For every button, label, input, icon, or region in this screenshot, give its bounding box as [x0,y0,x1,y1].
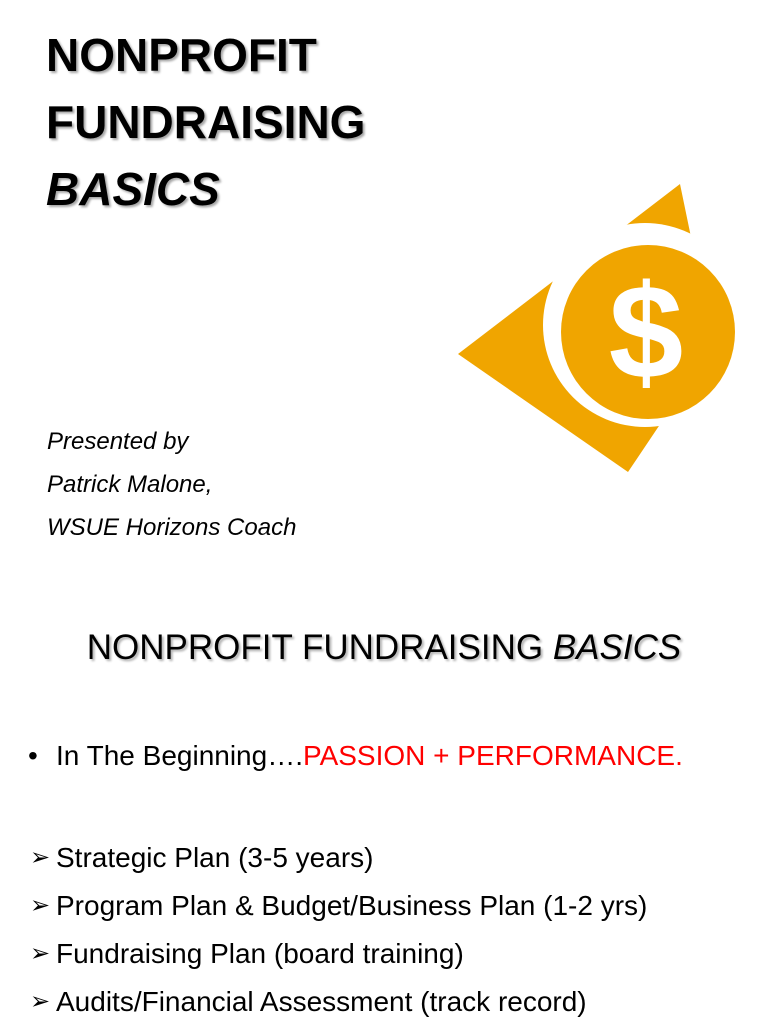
presenter-line-3: WSUE Horizons Coach [47,514,297,541]
arrow-icon: ➢ [30,844,51,871]
presenter-line-2: Patrick Malone, [47,471,213,498]
content-slide [0,590,768,1024]
presenter-block [47,420,296,549]
list-item-text: Strategic Plan (3-5 years) [56,842,374,873]
arrow-icon: ➢ [30,892,51,919]
slide2-title [0,624,768,672]
arrow-list [30,834,647,1026]
list-item-text: Program Plan & Budget/Business Plan (1-2 yrs) [56,890,648,921]
arrow-icon: ➢ [30,988,51,1015]
arrow-icon: ➢ [30,940,51,967]
bullet-text: In The Beginning…. [56,740,303,771]
bullet-marker: • [28,740,38,771]
list-item-text: Fundraising Plan (board training) [56,938,464,969]
list-item [30,834,647,882]
slide2-title-italic: BASICS [552,628,682,667]
list-item-text: Audits/Financial Assessment (track record) [56,986,587,1017]
presenter-line-1: Presented by [47,428,189,455]
intro-bullet [28,736,683,776]
slide2-title-main: NONPROFIT FUNDRAISING [86,628,553,667]
list-item [30,930,647,978]
list-item [30,978,647,1026]
bullet-highlight: PASSION + PERFORMANCE. [302,740,683,771]
list-item [30,882,647,930]
title-line-3: BASICS [46,163,220,215]
dollar-coin-icon [450,170,740,485]
main-title [46,22,365,223]
dollar-sign: $ [608,258,684,407]
title-line-2: FUNDRAISING [46,96,366,148]
title-line-1: NONPROFIT [46,29,317,81]
